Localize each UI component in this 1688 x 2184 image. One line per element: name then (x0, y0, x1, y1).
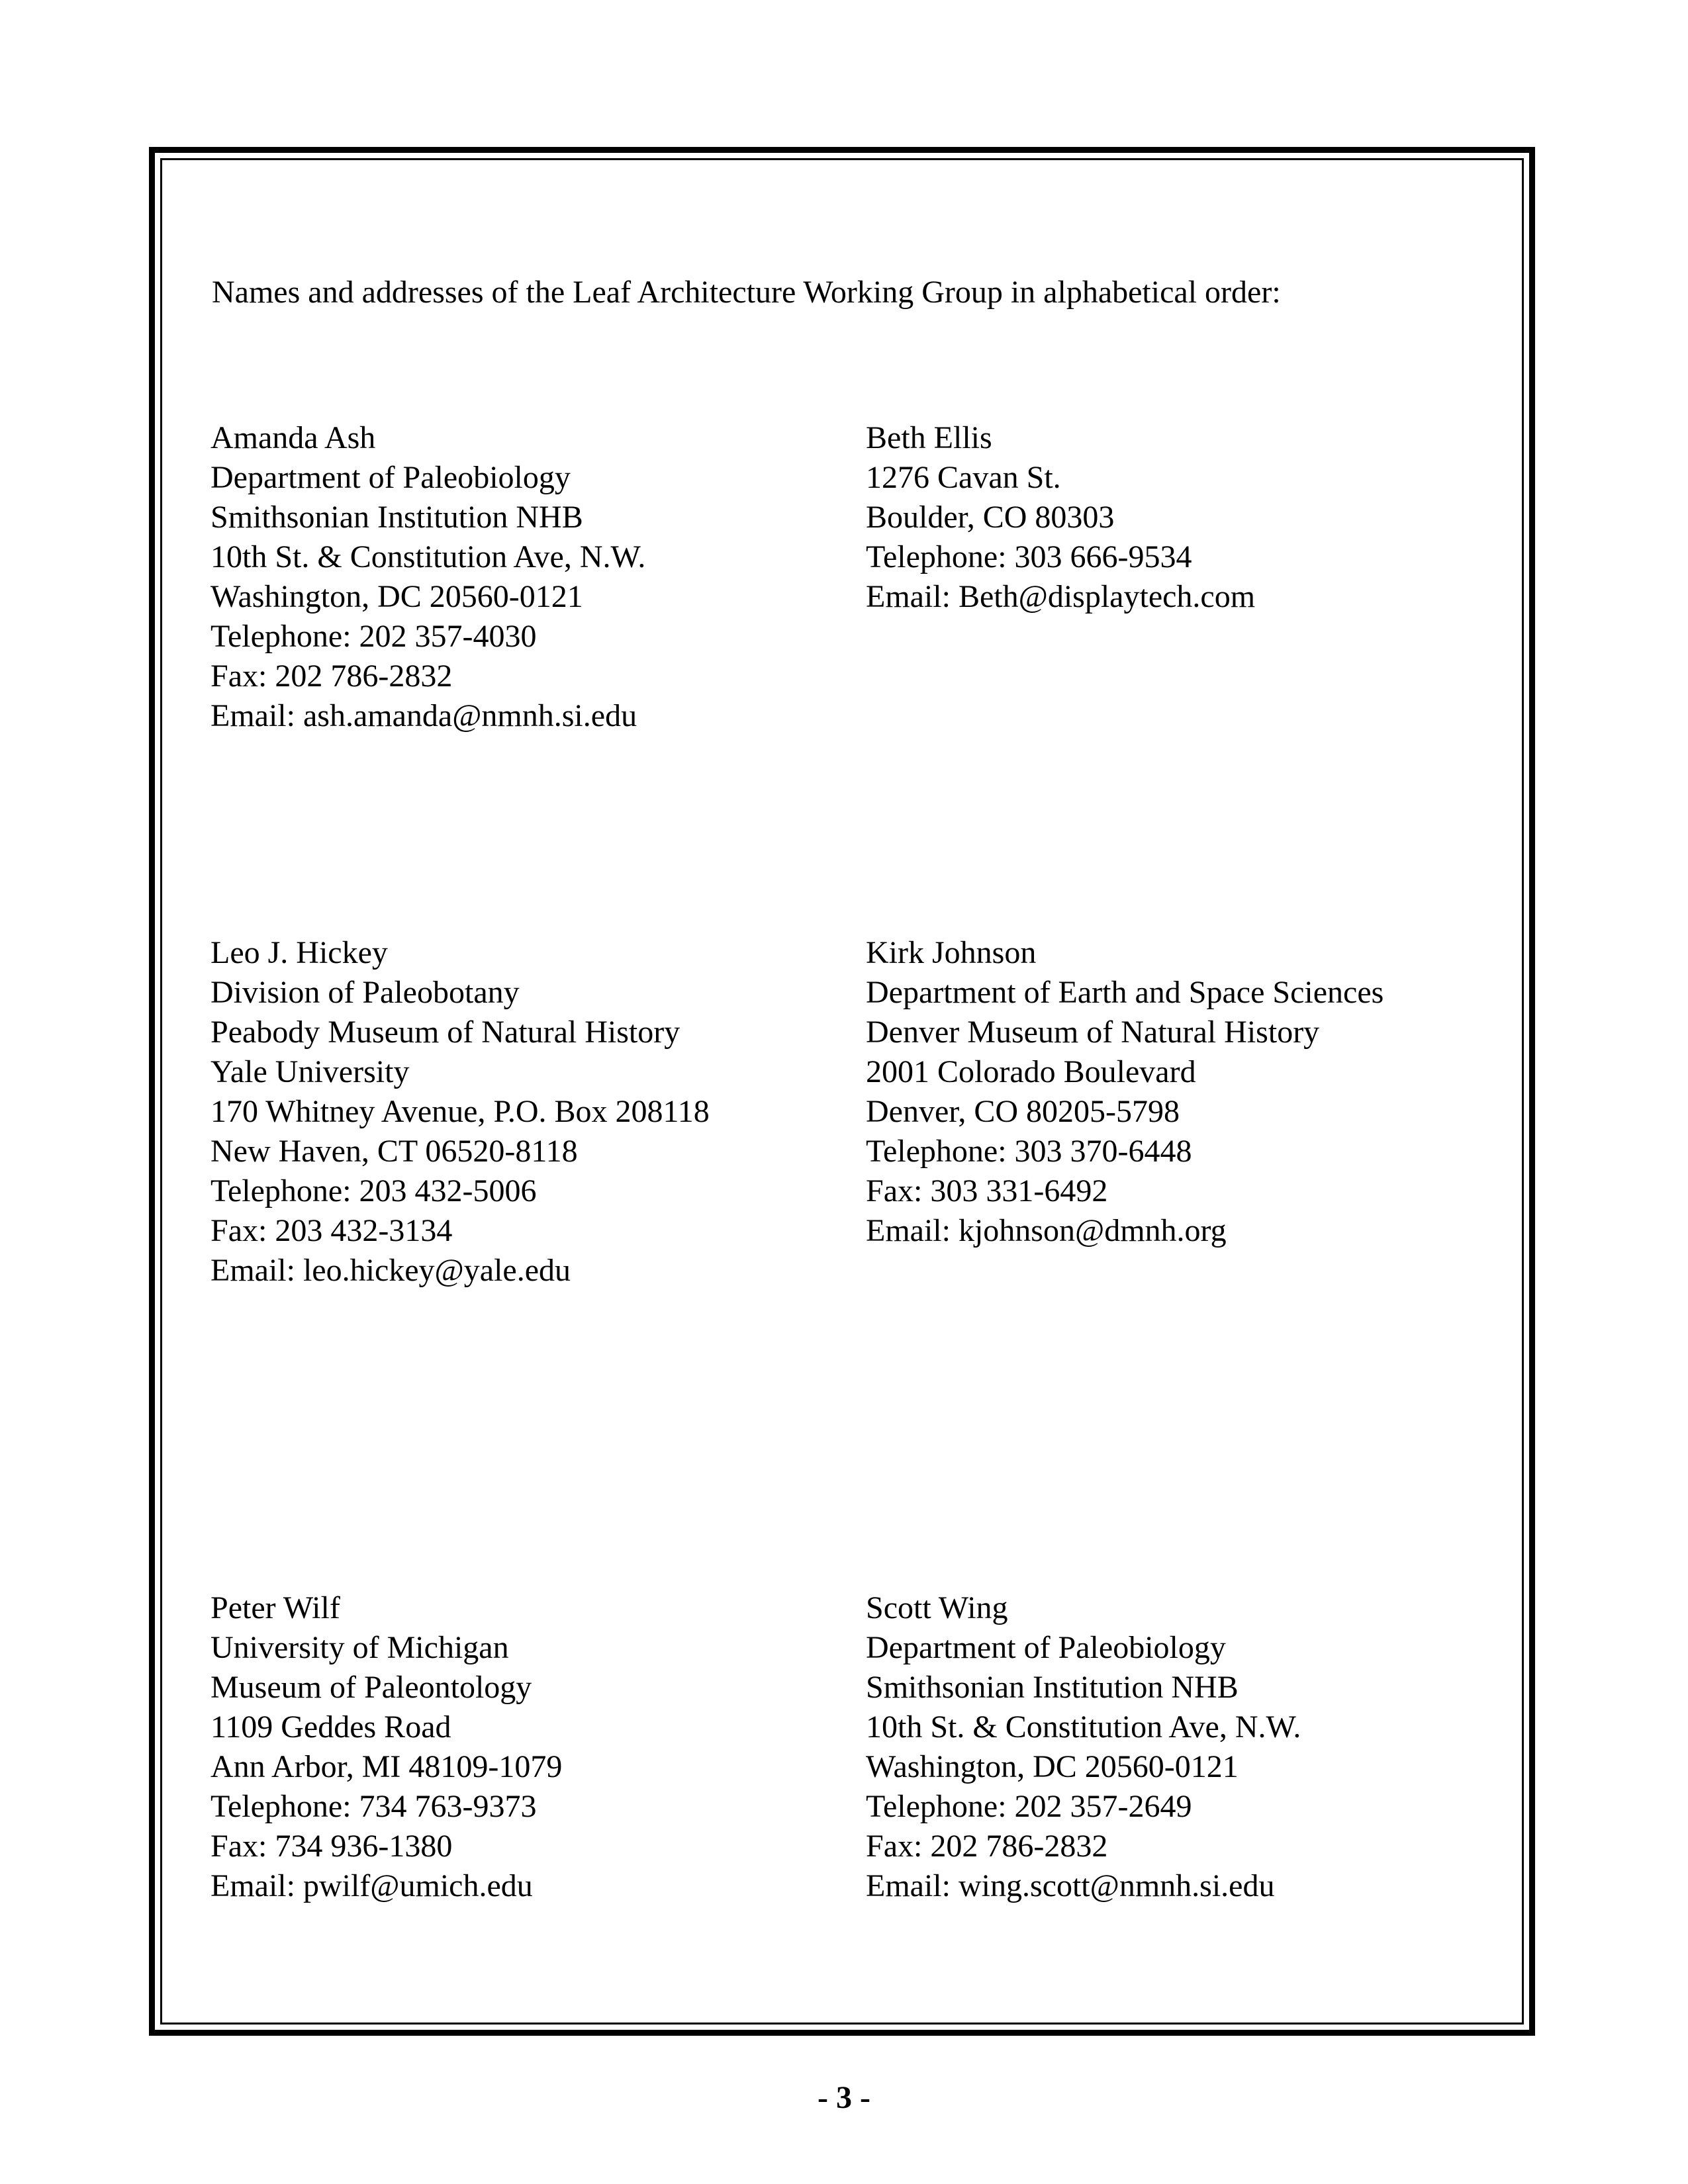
member-telephone: Telephone: 202 357-4030 (211, 619, 537, 654)
member-name: Peter Wilf (211, 1590, 340, 1625)
member-department: Division of Paleobotany (211, 975, 520, 1010)
member-telephone: Telephone: 202 357-2649 (866, 1789, 1192, 1824)
member-street: 10th St. & Constitution Ave, N.W. (866, 1709, 1301, 1745)
member-email: Email: pwilf@umich.edu (211, 1868, 533, 1903)
member-name: Scott Wing (866, 1590, 1008, 1625)
member-institution: Peabody Museum of Natural History (211, 1015, 680, 1050)
member-telephone: Telephone: 303 370-6448 (866, 1134, 1192, 1169)
member-city: Washington, DC 20560-0121 (211, 579, 583, 614)
member-street: 10th St. & Constitution Ave, N.W. (211, 539, 646, 574)
member-entry-peter-wilf (211, 1588, 562, 1906)
member-city: Ann Arbor, MI 48109-1079 (211, 1749, 563, 1784)
member-name: Amanda Ash (211, 420, 376, 455)
member-institution: Smithsonian Institution NHB (211, 500, 583, 535)
member-university: Yale University (211, 1054, 410, 1089)
member-email: Email: ash.amanda@nmnh.si.edu (211, 698, 637, 733)
member-city: Denver, CO 80205-5798 (866, 1094, 1180, 1129)
member-city: Boulder, CO 80303 (866, 500, 1115, 535)
member-institution: Denver Museum of Natural History (866, 1015, 1320, 1050)
member-city: New Haven, CT 06520-8118 (211, 1134, 578, 1169)
member-city: Washington, DC 20560-0121 (866, 1749, 1239, 1784)
member-street: 1276 Cavan St. (866, 460, 1061, 495)
member-street: 2001 Colorado Boulevard (866, 1054, 1196, 1089)
member-entry-leo-hickey (211, 933, 710, 1291)
member-institution: Museum of Paleontology (211, 1670, 532, 1705)
member-department: Department of Paleobiology (866, 1630, 1226, 1665)
intro-text: Names and addresses of the Leaf Architecture Working Group in alphabetical order: (212, 275, 1281, 310)
member-entry-kirk-johnson (866, 933, 1383, 1251)
member-email: Email: wing.scott@nmnh.si.edu (866, 1868, 1275, 1903)
member-fax: Fax: 303 331-6492 (866, 1173, 1108, 1208)
member-fax: Fax: 202 786-2832 (866, 1829, 1108, 1864)
member-email: Email: kjohnson@dmnh.org (866, 1213, 1227, 1248)
member-fax: Fax: 203 432-3134 (211, 1213, 453, 1248)
member-fax: Fax: 734 936-1380 (211, 1829, 453, 1864)
member-name: Leo J. Hickey (211, 935, 388, 970)
member-street: 170 Whitney Avenue, P.O. Box 208118 (211, 1094, 710, 1129)
member-university: University of Michigan (211, 1630, 509, 1665)
member-name: Beth Ellis (866, 420, 992, 455)
member-department: Department of Earth and Space Sciences (866, 975, 1384, 1010)
page-number: - 3 - (818, 2080, 870, 2115)
member-name: Kirk Johnson (866, 935, 1037, 970)
member-email: Email: Beth@displaytech.com (866, 579, 1256, 614)
member-email: Email: leo.hickey@yale.edu (211, 1253, 571, 1288)
member-street: 1109 Geddes Road (211, 1709, 451, 1745)
member-telephone: Telephone: 303 666-9534 (866, 539, 1192, 574)
member-entry-amanda-ash (211, 418, 645, 736)
member-telephone: Telephone: 203 432-5006 (211, 1173, 537, 1208)
member-entry-scott-wing (866, 1588, 1301, 1906)
member-department: Department of Paleobiology (211, 460, 571, 495)
member-entry-beth-ellis (866, 418, 1255, 617)
member-fax: Fax: 202 786-2832 (211, 659, 453, 694)
member-telephone: Telephone: 734 763-9373 (211, 1789, 537, 1824)
member-institution: Smithsonian Institution NHB (866, 1670, 1239, 1705)
